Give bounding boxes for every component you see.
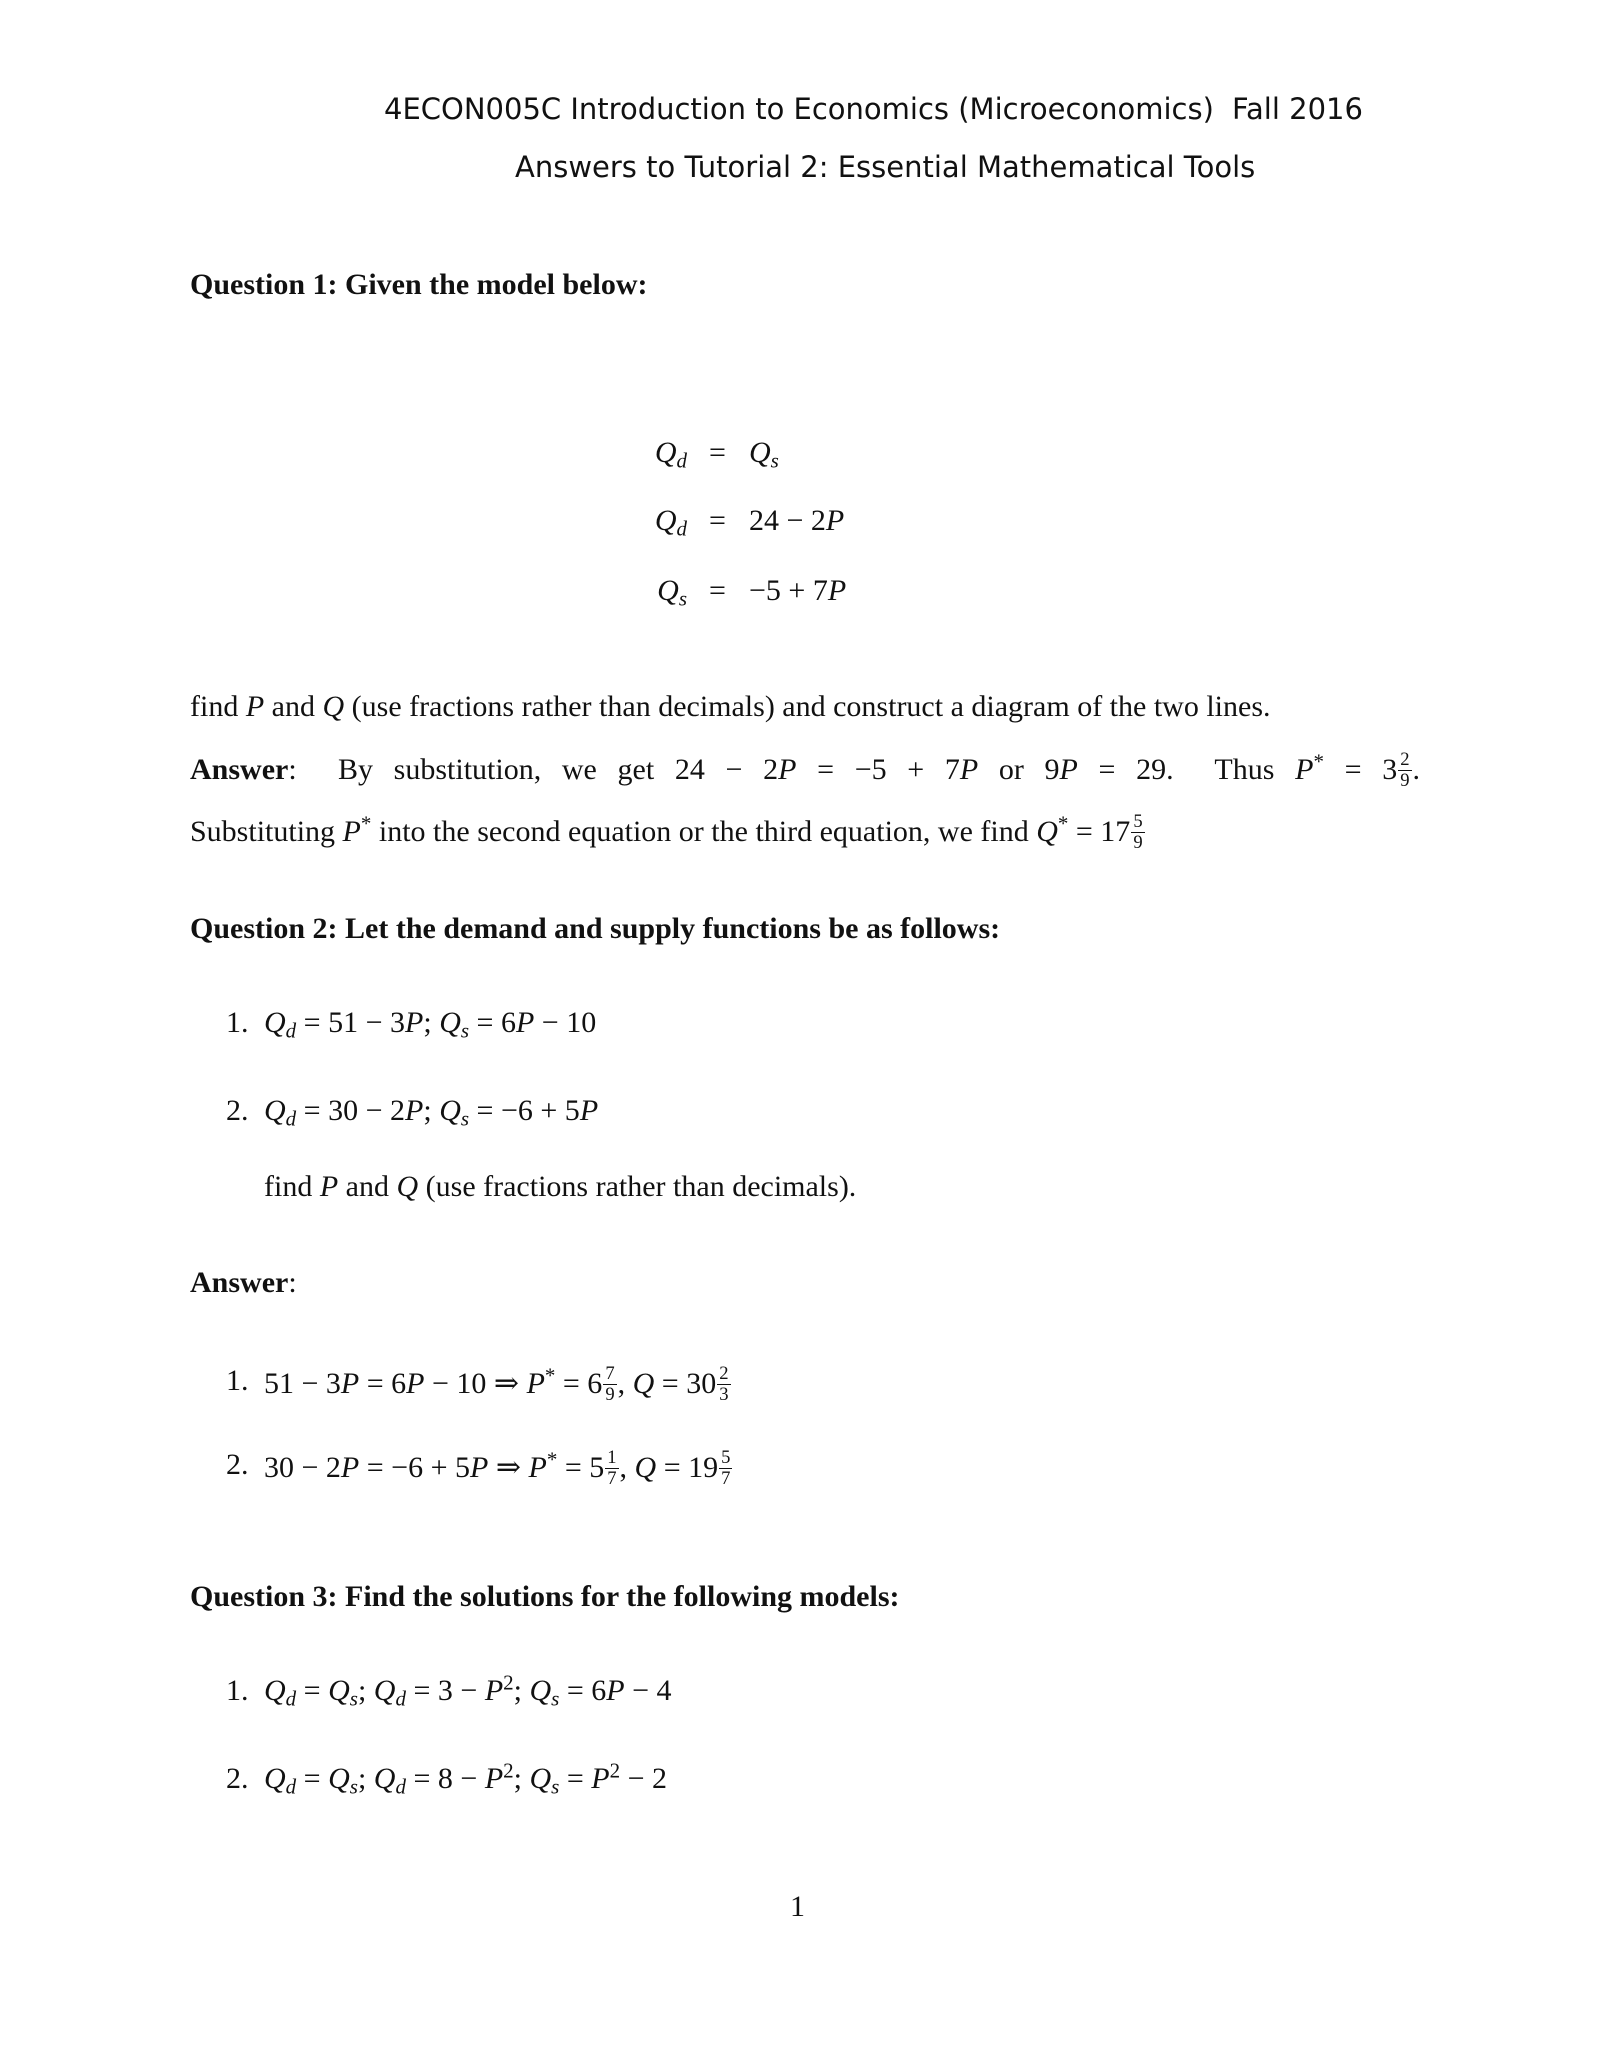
answer-label: Answer xyxy=(190,753,289,787)
question2-prompt: find P and Q (use fractions rather than decimals). xyxy=(264,1170,857,1203)
question3-heading: Question 3: Find the solutions for the following models: xyxy=(190,1580,900,1613)
answer-label: Answer xyxy=(190,1266,289,1299)
course-title xyxy=(384,92,1363,126)
equation-row: $Q_s$ = −5 + 7P xyxy=(657,574,847,611)
question1-prompt: find P and Q (use fractions rather than decimals) and construct a diagram of the two lines. xyxy=(190,690,1271,723)
equation-row: $Q_d$ = $Q_s$ xyxy=(654,436,779,473)
term-label: Fall 2016 xyxy=(1232,92,1363,126)
page-number: 1 xyxy=(790,1890,805,1923)
course-name: 4ECON005C Introduction to Economics (Microeconomics) xyxy=(384,92,1214,126)
equation-row: $Q_d$ = 24 − 2P xyxy=(654,504,845,541)
question1-answer-line1: Answer: By substitution, we get 24 − 2P = −5 + 7P or 9P = 29. Thus P* = 3 $\frac{2}{9}$ . xyxy=(190,749,1420,791)
document-subtitle: Answers to Tutorial 2: Essential Mathematical Tools xyxy=(515,150,1256,184)
question2-answer-heading: Answer: xyxy=(190,1266,297,1299)
question1-heading: Question 1: Given the model below: xyxy=(190,268,648,301)
question1-answer-line2: Substituting P* into the second equation or the third equation, we find Q* = 17 $\frac{5}{9}$ xyxy=(190,811,1143,853)
question2-heading: Question 2: Let the demand and supply functions be as follows: xyxy=(190,912,1001,945)
